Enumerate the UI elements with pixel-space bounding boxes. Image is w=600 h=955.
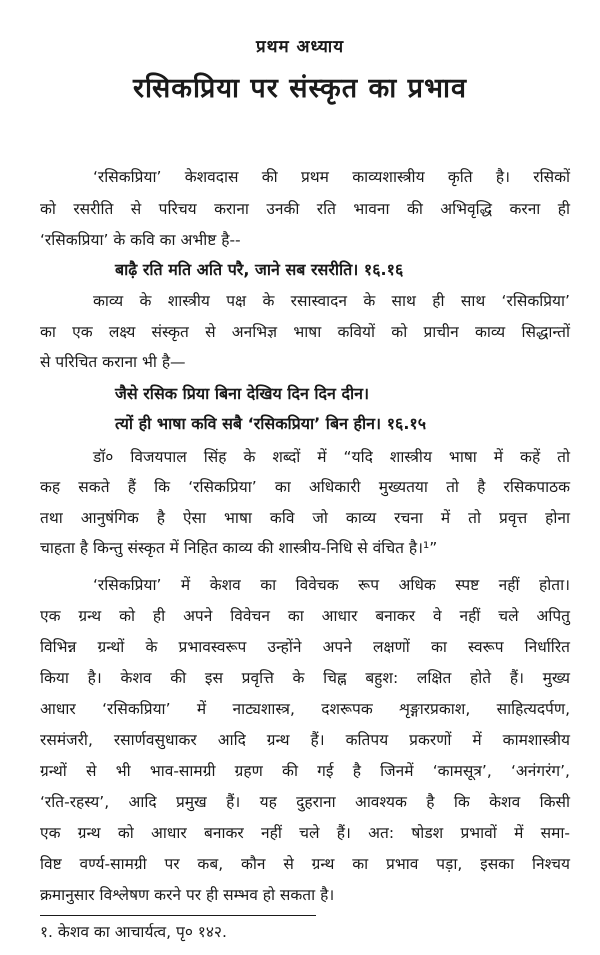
- text-line: किया है। केशव की इस प्रवृत्ति के चिह्न बहुश: लक्षित होते हैं। मुख्य: [40, 669, 570, 687]
- text-line: को रसरीति से परिचय कराना उनकी रति भावना की अभिवृद्धि करना ही: [40, 200, 570, 218]
- text-line: विष्ट वर्ण्य-सामग्री पर कब, कौन से ग्रन्थ का प्रभाव पड़ा, इसका निश्चय: [40, 855, 570, 873]
- text-line: एक ग्रन्थ को ही अपने विवेचन का आधार बनाकर वे नहीं चले अपितु: [40, 607, 570, 625]
- text-line: ‘रसिकप्रिया’ केशवदास की प्रथम काव्यशास्त्रीय कृति है। रसिकों: [93, 168, 570, 186]
- text-line: ‘रति-रहस्य’, आदि प्रमुख हैं। यह दुहराना आवश्यक है कि केशव किसी: [40, 793, 570, 811]
- chapter-label: प्रथम अध्याय: [255, 37, 345, 57]
- text-line: ‘रसिकप्रिया’ के कवि का अभीष्ट है--: [40, 231, 241, 249]
- text-line: ग्रन्थों से भी भाव-सामग्री ग्रहण की गई है जिनमें ‘कामसूत्र’, ‘अनंगरंग’,: [40, 762, 570, 780]
- text-line: ‘रसिकप्रिया’ में केशव का विवेचक रूप अधिक स्पष्ट नहीं होता।: [93, 576, 570, 594]
- verse-quote-1: बाढ़ै रति मति अति परै, जाने सब रसरीति। १६.१६: [115, 260, 404, 279]
- text-line: से परिचित कराना भी है—: [40, 353, 186, 371]
- text-line: तथा आनुषंगिक है ऐसा भाषा कवि जो काव्य रचना में तो प्रवृत्त होना: [40, 509, 570, 527]
- text-line: रसमंजरी, रसार्णवसुधाकर आदि ग्रन्थ हैं। कतिपय प्रकरणों में कामशास्त्रीय: [40, 731, 570, 749]
- text-line: एक ग्रन्थ को आधार बनाकर नहीं चले हैं। अत: षोडश प्रभावों में समा-: [40, 824, 570, 842]
- text-line: कह सकते हैं कि ‘रसिकप्रिया’ का अधिकारी मुख्यतया तो है रसिकपाठक: [40, 478, 570, 496]
- text-line: काव्य के शास्त्रीय पक्ष के रसास्वादन के साथ ही साथ ‘रसिकप्रिया’: [93, 292, 570, 310]
- text-line: चाहता है किन्तु संस्कृत में निहित काव्य की शास्त्रीय-निधि से वंचित है।¹”: [40, 539, 438, 557]
- text-line: का एक लक्ष्य संस्कृत से अनभिज्ञ भाषा कवियों को प्राचीन काव्य सिद्धान्तों: [40, 323, 570, 341]
- verse-line: जैसे रसिक प्रिया बिना देखिय दिन दिन दीन।: [115, 384, 370, 403]
- text-line: आधार ‘रसिकप्रिया’ में नाट्यशास्त्र, दशरूपक शृङ्गारप्रकाश, साहित्यदर्पण,: [40, 700, 570, 718]
- footnote-divider: [40, 915, 316, 916]
- verse-line: त्यों ही भाषा कवि सबै ‘रसिकप्रिया’ बिन हीन। १६.१५: [115, 414, 427, 433]
- text-line: क्रमानुसार विश्लेषण करने पर ही सम्भव हो सकता है।: [40, 886, 335, 904]
- text-line: विभिन्न ग्रन्थों के प्रभावस्वरूप उन्होंने अपने लक्षणों का स्वरूप निर्धारित: [40, 638, 570, 656]
- chapter-title: रसिकप्रिया पर संस्कृत का प्रभाव: [133, 73, 467, 104]
- footnote: १. केशव का आचार्यत्व, पृ० १४२.: [40, 923, 227, 941]
- text-line: डॉ० विजयपाल सिंह के शब्दों में “यदि शास्त्रीय भाषा में कहें तो: [93, 448, 570, 466]
